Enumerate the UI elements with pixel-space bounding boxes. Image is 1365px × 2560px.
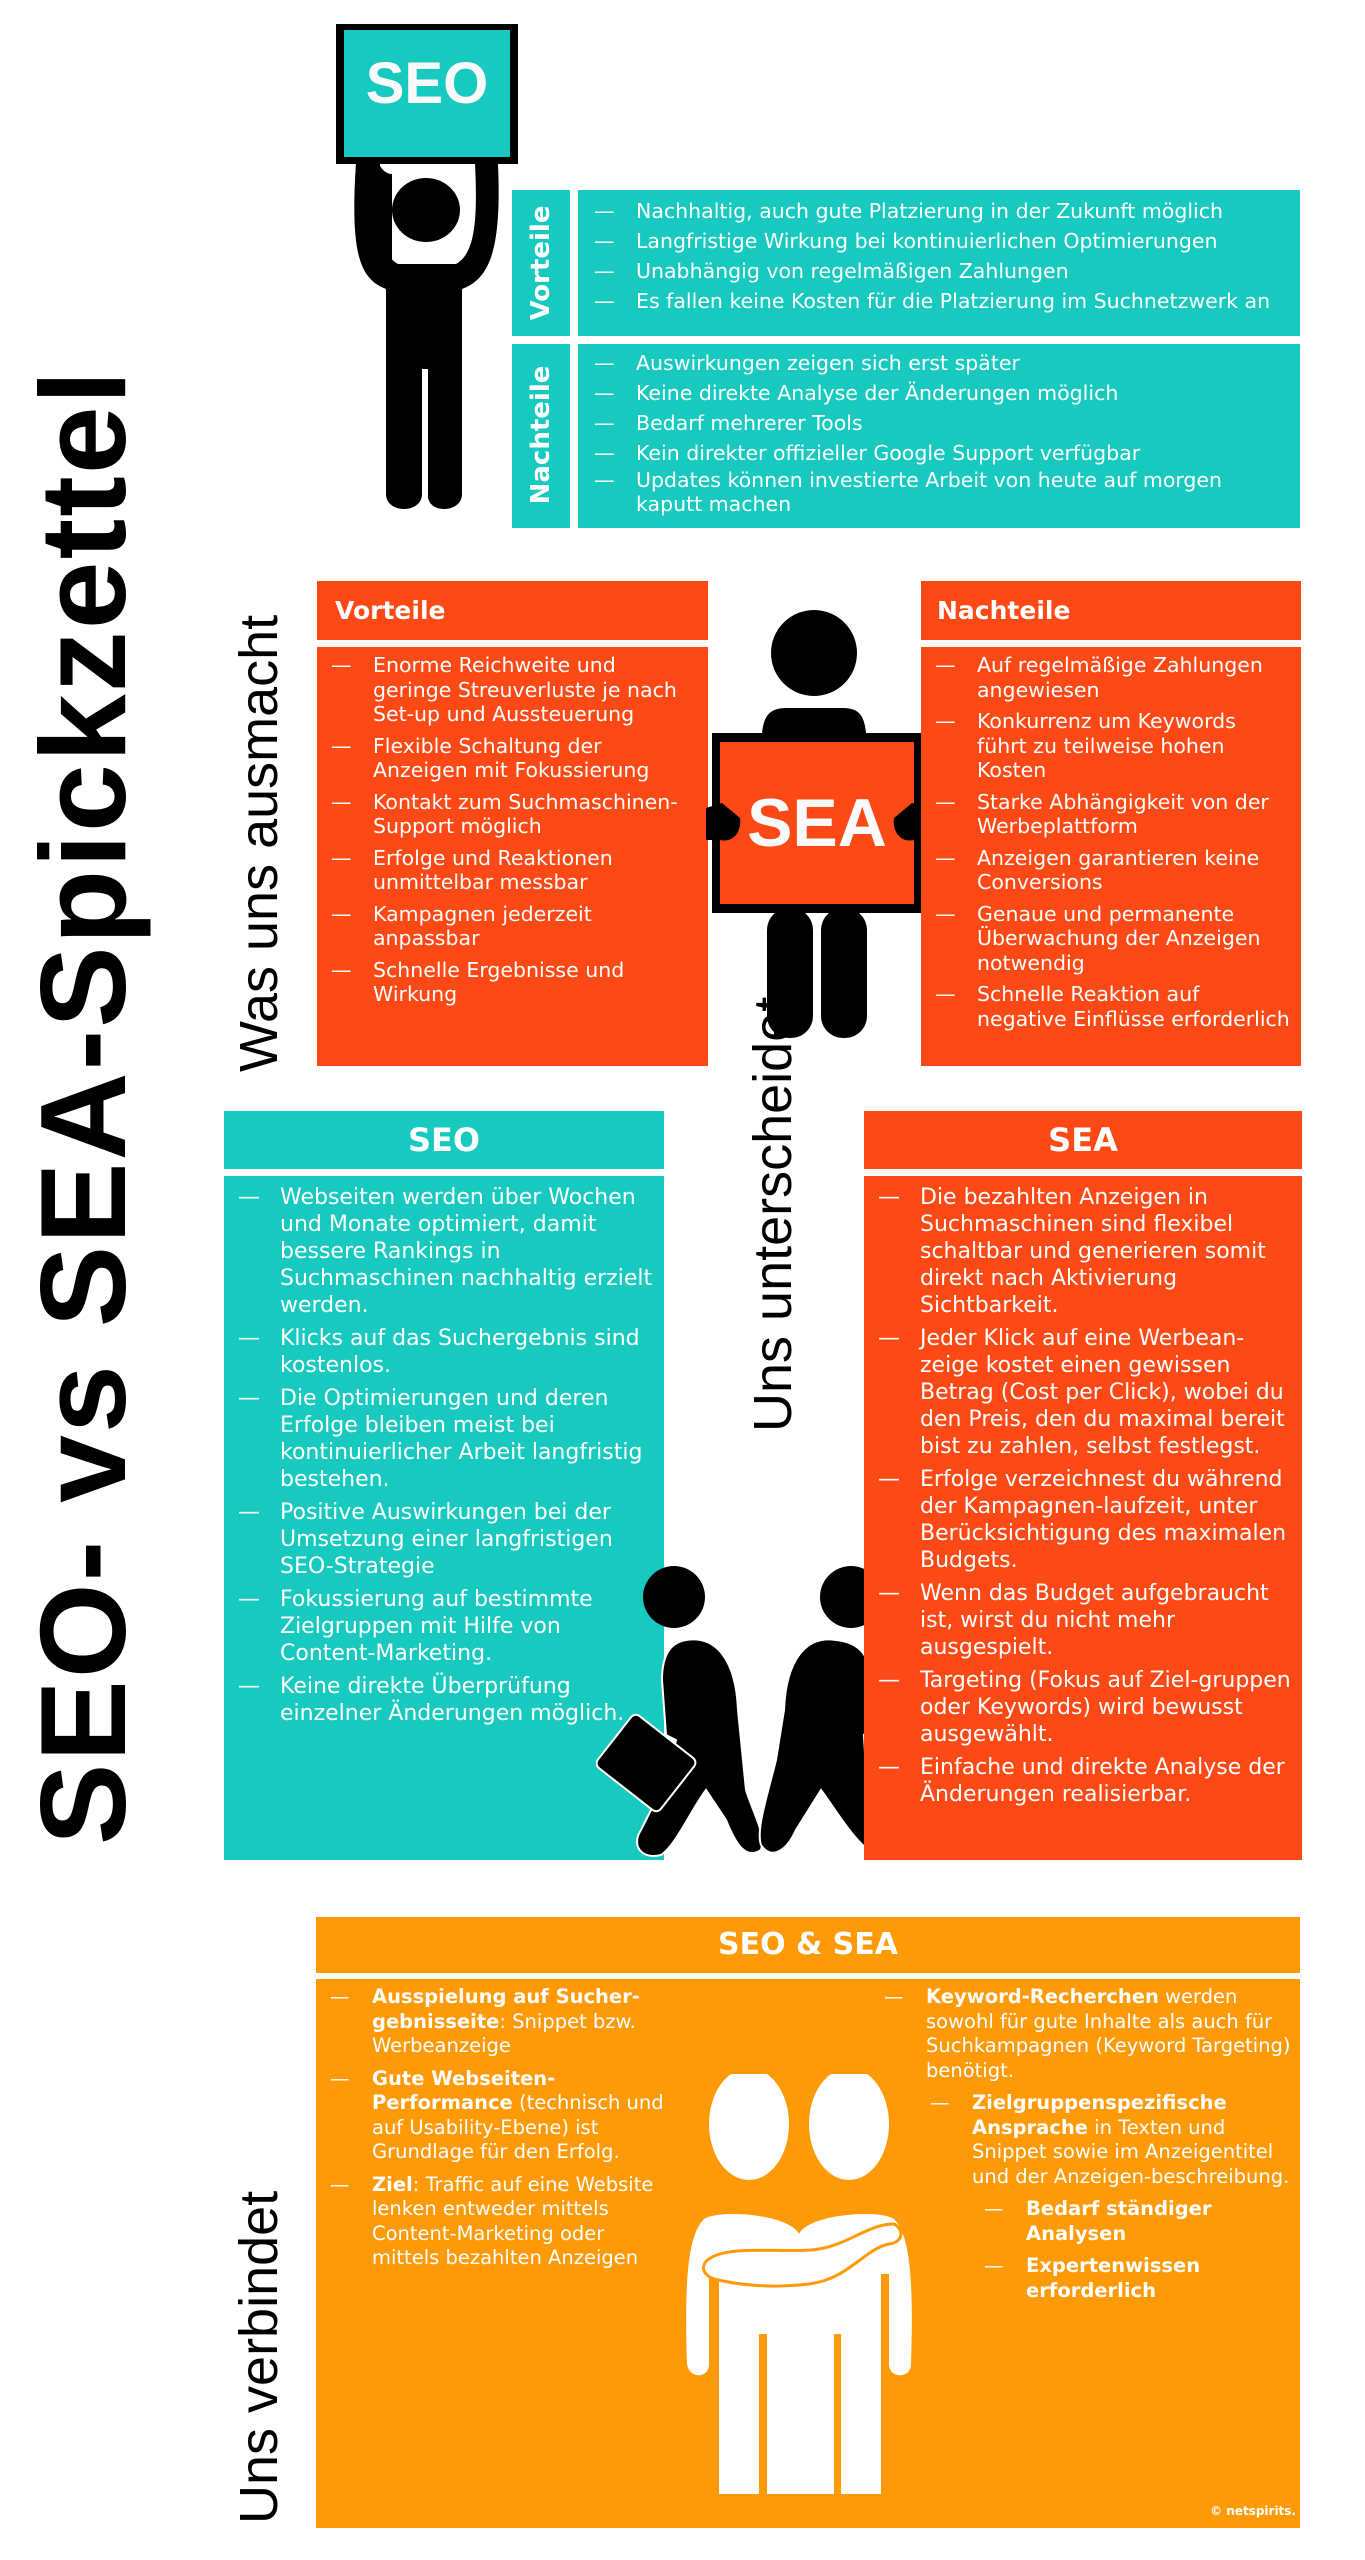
both-box — [316, 1979, 1300, 2528]
list-item: — Ziel: Traffic auf eine Website lenken entweder mittels Content-Marketing oder mittels bezahlten Anzeigen — [330, 2173, 670, 2271]
copyright-notice: © netspirits. — [1210, 2504, 1296, 2518]
list-item: — Schnelle Ergebnisse und Wirkung — [331, 958, 698, 1007]
list-item: — Genaue und permanente Überwachung der Anzeigen notwendig — [935, 902, 1291, 976]
list-item: — Gute Webseiten-Performance (technisch und auf Usability-Ebene) ist Grundlage für den Erfolg. — [330, 2067, 670, 2165]
list-item: — Die Optimierungen und deren Erfolge bleiben meist bei kontinuierlicher Arbeit langfristig bestehen. — [238, 1385, 654, 1493]
sea-figure — [692, 608, 942, 1048]
compare-sea-box — [864, 1176, 1302, 1860]
both-title: SEO & SEA — [718, 1927, 898, 1962]
seo-pros-label: Vorteile — [526, 205, 556, 321]
list-item: — Keyword-Recherchen werden sowohl für gute Inhalte als auch für Suchkampagnen (Keyword Targeting) benötigt. — [884, 1985, 1296, 2083]
list-item: — Schnelle Reaktion auf negative Einflüsse erforderlich — [935, 982, 1291, 1031]
compare-sea-list — [878, 1184, 1294, 1808]
sea-pros-box — [317, 647, 708, 1066]
infographic-title: SEO- vs SEA-Spickzettel — [15, 368, 151, 1845]
list-item: — Auf regelmäßige Zahlungen angewiesen — [935, 653, 1291, 702]
seo-pros-list — [594, 196, 1288, 316]
list-item: — Zielgruppenspezifische Ansprache in Texten und Snippet sowie im Anzeigentitel und der Anzeigen-beschreibung. — [930, 2091, 1296, 2189]
both-right-list — [884, 1985, 1296, 2311]
list-item: — Webseiten werden über Wochen und Monate optimiert, damit bessere Rankings in Suchmaschinen nachhaltig erzielt werden. — [238, 1184, 654, 1319]
list-item: — Enorme Reichweite und geringe Streuverluste je nach Set-up und Aussteuerung — [331, 653, 698, 727]
sea-pros-header — [317, 581, 708, 640]
list-item: — Positive Auswirkungen bei der Umsetzung einer langfristigen SEO-Strategie — [238, 1499, 654, 1580]
list-item: — Erfolge verzeichnest du während der Kampagnen-laufzeit, unter Berücksichtigung des maximalen Budgets. — [878, 1466, 1294, 1574]
compare-seo-header — [224, 1111, 664, 1169]
list-item: — Bedarf mehrerer Tools — [594, 408, 1288, 438]
list-item: — Einfache und direkte Analyse der Änderungen realisierbar. — [878, 1754, 1294, 1808]
sea-sign-label: SEA — [747, 785, 887, 861]
compare-sea-title: SEA — [1048, 1121, 1118, 1159]
list-item: — Targeting (Fokus auf Ziel-gruppen oder Keywords) wird bewusst ausgewählt. — [878, 1667, 1294, 1748]
compare-seo-list — [238, 1184, 654, 1727]
list-item: — Jeder Klick auf eine Werbean-zeige kostet einen gewissen Betrag (Cost per Click), wobei du den Preis, den du maximal bereit bist zu zahlen, selbst festlegst. — [878, 1325, 1294, 1460]
seo-cons-box — [578, 344, 1300, 528]
list-item: — Langfristige Wirkung bei kontinuierlichen Optimierungen — [594, 226, 1288, 256]
sea-pros-title: Vorteile — [335, 596, 446, 625]
list-item: — Updates können investierte Arbeit von heute auf morgen kaputt machen — [594, 468, 1288, 516]
list-item: — Unabhängig von regelmäßigen Zahlungen — [594, 256, 1288, 286]
list-item: — Fokussierung auf bestimmte Zielgruppen mit Hilfe von Content-Marketing. — [238, 1586, 654, 1667]
list-item: — Bedarf ständiger Analysen — [984, 2197, 1296, 2246]
list-item: — Keine direkte Analyse der Änderungen möglich — [594, 378, 1288, 408]
seo-sign-label: SEO — [365, 51, 489, 116]
list-item: — Kein direkter offizieller Google Support verfügbar — [594, 438, 1288, 468]
sea-cons-list — [935, 653, 1291, 1031]
both-left-list — [330, 1985, 670, 2279]
list-item: — Wenn das Budget aufgebraucht ist, wirst du nicht mehr ausgespielt. — [878, 1580, 1294, 1661]
sea-cons-box — [921, 647, 1301, 1066]
seo-cons-label: Nachteile — [526, 365, 556, 505]
seo-figure — [336, 24, 518, 534]
seo-cons-label-box — [512, 344, 570, 528]
seo-cons-list — [594, 348, 1288, 516]
section-label-what-connects: Uns verbindet — [229, 2190, 289, 2524]
list-item: — Auswirkungen zeigen sich erst später — [594, 348, 1288, 378]
compare-seo-title: SEO — [407, 1121, 481, 1159]
list-item: — Keine direkte Überprüfung einzelner Änderungen möglich. — [238, 1673, 654, 1727]
list-item: — Flexible Schaltung der Anzeigen mit Fokussierung — [331, 734, 698, 783]
list-item: — Klicks auf das Suchergebnis sind kostenlos. — [238, 1325, 654, 1379]
sea-cons-title: Nachteile — [937, 596, 1071, 625]
sea-pros-list — [331, 653, 698, 1007]
list-item: — Kontakt zum Suchmaschinen-Support möglich — [331, 790, 698, 839]
sea-cons-header — [921, 581, 1301, 640]
compare-sea-header — [864, 1111, 1302, 1169]
list-item: — Es fallen keine Kosten für die Platzierung im Suchnetzwerk an — [594, 286, 1288, 316]
section-label-what-differs: Uns unterscheidet — [743, 996, 803, 1432]
seo-pros-label-box — [512, 190, 570, 336]
list-item: — Starke Abhängigkeit von der Werbeplattform — [935, 790, 1291, 839]
list-item: — Konkurrenz um Keywords führt zu teilweise hohen Kosten — [935, 709, 1291, 783]
list-item: — Expertenwissen erforderlich — [984, 2254, 1296, 2303]
section-label-what-defines: Was uns ausmacht — [229, 614, 289, 1072]
list-item: — Ausspielung auf Sucher-gebnisseite: Snippet bzw. Werbeanzeige — [330, 1985, 670, 2059]
list-item: — Anzeigen garantieren keine Conversions — [935, 846, 1291, 895]
list-item: — Kampagnen jederzeit anpassbar — [331, 902, 698, 951]
list-item: — Die bezahlten Anzeigen in Suchmaschinen sind flexibel schaltbar und generieren somit direkt nach Aktivierung Sichtbarkeit. — [878, 1184, 1294, 1319]
list-item: — Erfolge und Reaktionen unmittelbar messbar — [331, 846, 698, 895]
both-header — [316, 1917, 1300, 1973]
seo-pros-box — [578, 190, 1300, 336]
list-item: — Nachhaltig, auch gute Platzierung in der Zukunft möglich — [594, 196, 1288, 226]
